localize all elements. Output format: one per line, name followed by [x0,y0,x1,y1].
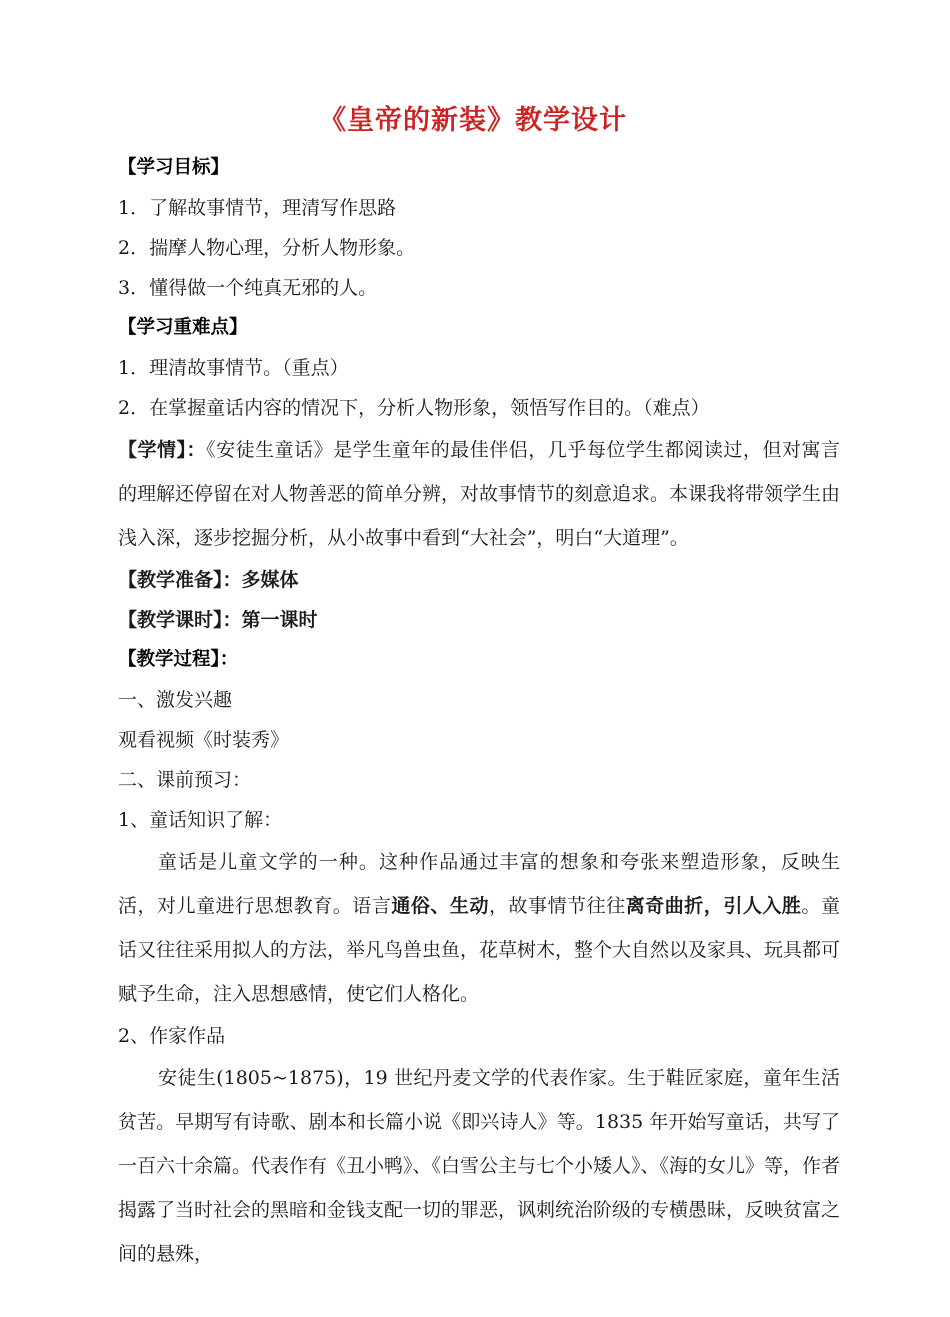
student-situation-paragraph [118,428,840,560]
class-hours-label: 【教学课时】： [118,608,242,631]
process-step-4: 1、童话知识了解： [118,808,283,831]
section-heading-key-difficulties: 【学习重难点】 [118,316,248,338]
process-step-3: 二、课前预习： [118,768,252,791]
objective-item-3: 3．懂得做一个纯真无邪的人。 [118,276,378,299]
fairytale-bold-plot-style: 离奇曲折，引人入胜 [625,894,802,917]
class-hours-value: 第一课时 [241,608,318,631]
fairytale-text-part-2: ，故事情节往往 [489,894,626,917]
student-situation-body: 《安徒生童话》是学生童年的最佳伴侣，几乎每位学生都阅读过，但对寓言的理解还停留在对人物善恶的简单分辨，对故事情节的刻意追求。本课我将带领学生由浅入深，逐步挖掘分析，从小故事中看到“大社会”，明白“大道理”。 [118,438,841,549]
fairytale-text-part-1: 童话是儿童文学的一种。这种作品通过丰富的想象和夸张来塑造形象，反映生活，对儿童进行思想教育。语言 [118,850,840,917]
student-situation-label: 【学情】： [118,438,207,461]
author-works-paragraph: 安徒生(1805~1875)，19 世纪丹麦文学的代表作家。生于鞋匠家庭，童年生活贫苦。早期写有诗歌、剧本和长篇小说《即兴诗人》等。1835 年开始写童话，共写了一百六十余篇。代表作有《丑小鸭》、《白雪公主与七个小矮人》、《海的女儿》等，作者揭露了当时社会的黑暗和金钱支配一切的罪恶，讽刺统治阶级的专横愚昧，反映贫富之间的悬殊， [118,1066,841,1265]
process-step-1: 一、激发兴趣 [118,688,233,711]
preparation-value: 多媒体 [241,568,299,591]
process-step-2: 观看视频《时装秀》 [118,728,290,751]
document-body [118,104,840,1276]
page-title: 《皇帝的新装》教学设计 [319,105,627,136]
objective-item-2: 2．揣摩人物心理，分析人物形象。 [118,236,416,259]
section-heading-objectives: 【学习目标】 [118,156,230,178]
key-difficulty-item-2: 2．在掌握童话内容的情况下，分析人物形象，领悟写作目的。（难点） [118,396,710,419]
class-hours-line [118,600,840,640]
preparation-line [118,560,840,600]
fairytale-knowledge-paragraph [118,840,840,1016]
fairytale-bold-language-style: 通俗、生动 [391,894,489,917]
section-heading-process: 【教学过程】： [118,648,239,670]
section-heading-author-works: 2、作家作品 [118,1024,226,1047]
fairytale-text-part-3: 。童话又往往采用拟人的方法，举凡鸟兽虫鱼，花草树木，整个大自然以及家具、玩具都可赋予生命，注入思想感情，使它们人格化。 [118,894,841,1005]
objective-item-1: 1．了解故事情节，理清写作思路 [118,196,397,219]
preparation-label: 【教学准备】： [118,568,242,591]
key-difficulty-item-1: 1．理清故事情节。（重点） [118,356,349,379]
